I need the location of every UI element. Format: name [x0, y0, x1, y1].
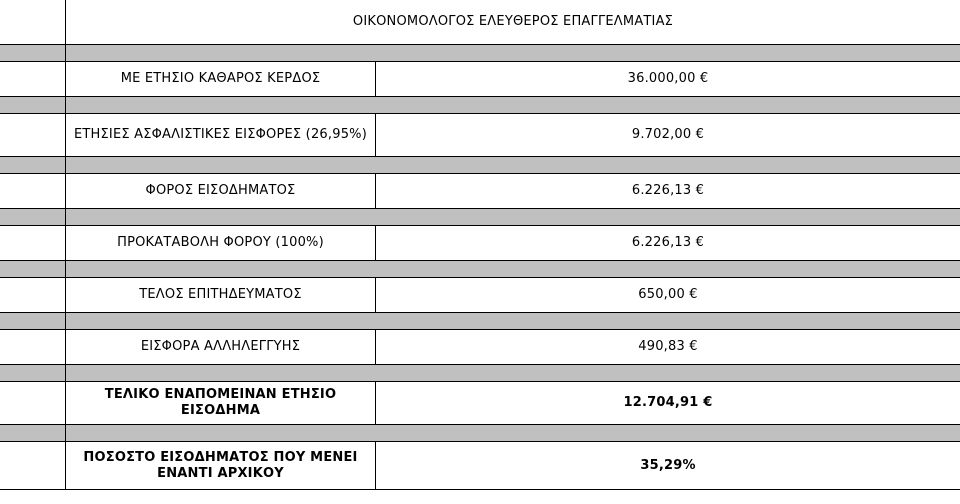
separator-cell[interactable]	[0, 45, 66, 62]
title-row	[0, 0, 960, 45]
table-row	[0, 174, 960, 209]
row-header-cell[interactable]	[0, 114, 66, 157]
row-header-cell[interactable]	[0, 174, 66, 209]
separator-cell[interactable]	[0, 157, 66, 174]
row-label[interactable]: ΜΕ ΕΤΗΣΙΟ ΚΑΘΑΡΟΣ ΚΕΡΔΟΣ	[66, 62, 376, 97]
row-label[interactable]: ΕΙΣΦΟΡΑ ΑΛΛΗΛΕΓΓΥΗΣ	[66, 330, 376, 365]
row-value[interactable]: 6.226,13 €	[376, 226, 960, 261]
separator-cell[interactable]	[0, 261, 66, 278]
separator-cell[interactable]	[66, 365, 960, 382]
table-row	[0, 62, 960, 97]
row-label[interactable]	[66, 382, 376, 425]
row-label[interactable]: ΦΟΡΟΣ ΕΙΣΟΔΗΜΑΤΟΣ	[66, 174, 376, 209]
separator-row	[0, 45, 960, 62]
row-value[interactable]: 36.000,00 €	[376, 62, 960, 97]
table-row	[0, 114, 960, 157]
label-line: ΤΕΛΙΚΟ ΕΝΑΠΟΜΕΙΝΑΝ ΕΤΗΣΙΟ	[104, 387, 337, 402]
separator-cell[interactable]	[66, 97, 960, 114]
row-header-cell[interactable]	[0, 382, 66, 425]
summary-row-final-income	[0, 382, 960, 425]
separator-row	[0, 97, 960, 114]
table-row	[0, 330, 960, 365]
separator-cell[interactable]	[66, 313, 960, 330]
separator-cell[interactable]	[0, 425, 66, 442]
row-header-cell[interactable]	[0, 278, 66, 313]
row-value[interactable]: 35,29%	[376, 442, 960, 490]
row-header-cell[interactable]	[0, 226, 66, 261]
label-line: ΕΝΑΝΤΙ ΑΡΧΙΚΟΥ	[157, 465, 284, 481]
separator-cell[interactable]	[0, 313, 66, 330]
row-label[interactable]: ΕΤΗΣΙΕΣ ΑΣΦΑΛΙΣΤΙΚΕΣ ΕΙΣΦΟΡΕΣ (26,95%)	[66, 114, 376, 157]
row-label[interactable]: ΠΡΟΚΑΤΑΒΟΛΗ ΦΟΡΟΥ (100%)	[66, 226, 376, 261]
row-header-cell[interactable]	[0, 62, 66, 97]
separator-row	[0, 157, 960, 174]
separator-cell[interactable]	[66, 157, 960, 174]
separator-cell[interactable]	[0, 97, 66, 114]
separator-cell[interactable]	[0, 365, 66, 382]
table-row	[0, 278, 960, 313]
table-row	[0, 226, 960, 261]
row-value[interactable]: 12.704,91 €	[376, 382, 960, 425]
separator-row	[0, 313, 960, 330]
row-label[interactable]: ΤΕΛΟΣ ΕΠΙΤΗΔΕΥΜΑΤΟΣ	[66, 278, 376, 313]
row-value[interactable]: 9.702,00 €	[376, 114, 960, 157]
separator-cell[interactable]	[66, 425, 960, 442]
summary-row-percentage	[0, 442, 960, 490]
separator-cell[interactable]	[66, 261, 960, 278]
separator-row	[0, 261, 960, 278]
separator-row	[0, 365, 960, 382]
label-line: ΠΟΣΟΣΤΟ ΕΙΣΟΔΗΜΑΤΟΣ ΠΟΥ ΜΕΝΕΙ	[83, 449, 358, 465]
row-value[interactable]: 650,00 €	[376, 278, 960, 313]
separator-row	[0, 425, 960, 442]
row-value[interactable]: 6.226,13 €	[376, 174, 960, 209]
row-header-cell[interactable]	[0, 442, 66, 490]
separator-row	[0, 209, 960, 226]
row-value[interactable]: 490,83 €	[376, 330, 960, 365]
row-header-cell[interactable]	[0, 330, 66, 365]
row-header-cell[interactable]	[0, 0, 66, 45]
label-line: ΕΙΣΟΔΗΜΑ	[180, 403, 261, 418]
separator-cell[interactable]	[66, 209, 960, 226]
table-title[interactable]: ΟΙΚΟΝΟΜΟΛΟΓΟΣ ΕΛΕΥΘΕΡΟΣ ΕΠΑΓΓΕΛΜΑΤΙΑΣ	[66, 0, 960, 45]
row-label[interactable]	[66, 442, 376, 490]
separator-cell[interactable]	[66, 45, 960, 62]
separator-cell[interactable]	[0, 209, 66, 226]
